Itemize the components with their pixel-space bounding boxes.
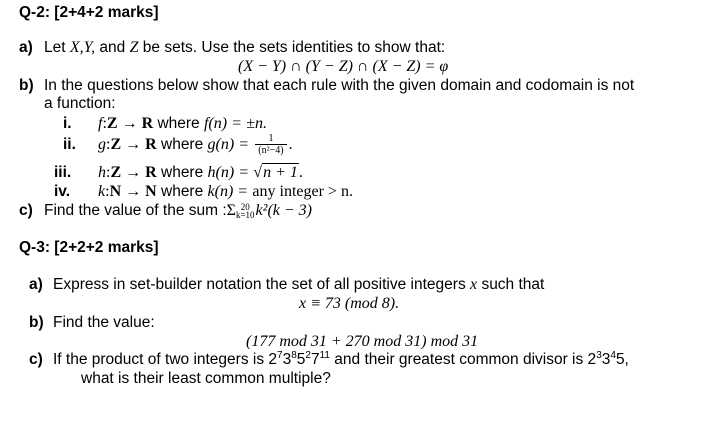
radicand: n + 1 bbox=[263, 164, 298, 181]
domain: Z bbox=[110, 136, 122, 153]
fraction bbox=[255, 133, 286, 156]
square-root: √n + 1 bbox=[253, 164, 298, 181]
where-word: where bbox=[161, 183, 204, 200]
q2-a-prefix: Let bbox=[44, 39, 66, 56]
q3-c-mid: and their greatest common divisor is 2 bbox=[334, 351, 597, 368]
domain: Z bbox=[110, 164, 122, 181]
sum-expression: k²(k − 3) bbox=[255, 202, 312, 219]
q3-c-line1: If the product of two integers is $2^73^85^27^{11}$ and their greatest common divisor is $2^33^45$, bbox=[53, 349, 629, 368]
q3-a-congruence: x ≡ 73 (mod 8). bbox=[299, 295, 400, 312]
where-word: where bbox=[157, 115, 200, 132]
sum-upper: 20 bbox=[240, 201, 250, 212]
codomain: N bbox=[145, 183, 157, 200]
fn-lhs: f(n) = bbox=[203, 115, 242, 132]
q2-b-line1: In the questions below show that each rule with the given domain and codomain is not bbox=[44, 77, 635, 94]
q2-b-line2: a function: bbox=[44, 95, 116, 112]
sum-limits bbox=[236, 203, 255, 219]
codomain: R bbox=[145, 164, 157, 181]
q3-c-line2: what is their least common multiple? bbox=[81, 370, 331, 387]
q2-b-item-ii: g:Z → R where g(n) = $\frac{1}{\text{(n²−4)}}$ . bbox=[98, 133, 293, 157]
q3-a-such-that: such that bbox=[481, 276, 545, 293]
q2-a-vars: X,Y, bbox=[69, 39, 96, 56]
q3-b-expression: (177 mod 31 + 270 mod 31) mod 31 bbox=[246, 333, 479, 350]
q2-c-prompt: Find the value of the sum : bbox=[44, 202, 227, 219]
fraction-numerator: 1 bbox=[255, 133, 286, 145]
where-word: where bbox=[161, 164, 204, 181]
fn-lhs: h(n) = bbox=[207, 164, 249, 181]
fn-name: h bbox=[98, 164, 106, 181]
fn-lhs: k(n) = bbox=[207, 183, 249, 200]
q3-a-text bbox=[53, 275, 544, 294]
q2-b-item-iii: h:Z → R where h(n) = √n + 1. bbox=[98, 164, 303, 181]
q3-a-var: x bbox=[470, 276, 478, 293]
q2-b-item-num: iii. bbox=[54, 164, 72, 181]
q2-b-item-num: iv. bbox=[54, 183, 71, 200]
q2-a-identity: (X − Y) ∩ (Y − Z) ∩ (X − Z) = φ bbox=[238, 58, 449, 75]
fn-rhs: ±n. bbox=[246, 115, 267, 132]
fn-name: f bbox=[98, 115, 103, 132]
q2-b-item-num: i. bbox=[63, 115, 72, 132]
q2-a-text bbox=[44, 38, 445, 57]
q3-c-label: c) bbox=[29, 351, 43, 368]
fn-lhs: g(n) = bbox=[207, 136, 249, 153]
q2-a-var-z: Z bbox=[129, 39, 139, 56]
codomain: R bbox=[141, 115, 154, 132]
domain: Z bbox=[106, 115, 118, 132]
q2-a-and: and bbox=[99, 39, 126, 56]
codomain: R bbox=[145, 136, 157, 153]
q2-a-label: a) bbox=[19, 39, 33, 56]
q3-b-text: Find the value: bbox=[53, 314, 155, 331]
q2-c-text bbox=[44, 201, 312, 220]
q3-c-prefix: If the product of two integers is 2 bbox=[53, 351, 278, 368]
fn-name: g bbox=[98, 136, 106, 153]
domain: N bbox=[109, 183, 122, 200]
q2-heading: Q-2: [2+4+2 marks] bbox=[19, 4, 159, 21]
fraction-denominator: (n²−4) bbox=[258, 145, 284, 157]
where-word: where bbox=[161, 136, 204, 153]
q2-b-item-i: f:Z → R where f(n) = ±n. bbox=[98, 115, 267, 132]
q3-a-prompt: Express in set-builder notation the set of all positive integers bbox=[53, 276, 466, 293]
q2-b-item-iv: k:N → N where k(n) = any integer > n. bbox=[98, 183, 353, 200]
sum-lower: k=10 bbox=[235, 209, 255, 220]
fn-name: k bbox=[98, 183, 106, 200]
q2-b-label: b) bbox=[19, 77, 34, 94]
fn-rhs: any integer > n. bbox=[252, 183, 353, 200]
tail: . bbox=[288, 136, 293, 153]
tail: . bbox=[298, 164, 303, 181]
q2-a-suffix: be sets. Use the sets identities to show that: bbox=[142, 39, 446, 56]
q2-c-label: c) bbox=[19, 202, 33, 219]
q3-b-label: b) bbox=[29, 314, 44, 331]
sigma-symbol: Σ bbox=[226, 202, 236, 219]
q3-a-label: a) bbox=[29, 276, 43, 293]
q2-b-item-num: ii. bbox=[63, 136, 76, 153]
q3-heading: Q-3: [2+2+2 marks] bbox=[19, 239, 159, 256]
